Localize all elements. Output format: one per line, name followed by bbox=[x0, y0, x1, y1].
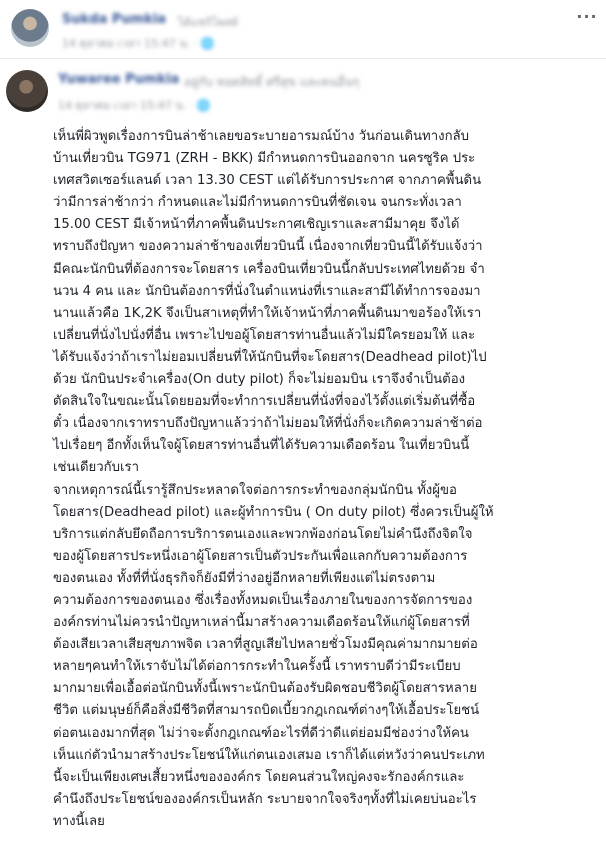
shared-post-header bbox=[0, 0, 606, 56]
post-paragraph-1: เห็นพี่ผิวพูดเรื่องการบินล่าช้าเลยขอระบายอารมณ์บ้าง วันก่อนเดินทางกลับ บ้านเที่ยวบิน TG971 (ZRH - BKK) มีกำหนดการบินออกจาก นครซูริค ประ เทศสวิตเซอร์แลนด์ เวลา 13.30 CEST แต่ได้รับการประกาศ จากภาคพื้นดิน ว่ามีการล่าช้ากว่า กำหนดและไม่มีกำหนดการบินที่ชัดเจน จนกระทั่งเวลา 15.00 CEST มีเจ้าหน้าที่ภาคพื้นดินประกาศเชิญเราและสามีมาคุย จึงได้ ทราบถึงปัญหา ของความล่าช้าของเที่ยวบินนี้ เนื่องจากเที่ยวบินนี้ได้รับแจ้งว่า มีคณะนักบินที่ต้องการจะโดยสาร เครื่องบินเที่ยวบินนี้กลับประเทศไทยด้วย จำ นวน 4 คน และ นักบินต้องการที่นั่งในตำแหน่งที่เราและสามีได้ทำการจองมา นานแล้วคือ 1K,2K จึงเป็นสาเหตุที่ทำให้เจ้าหน้าที่ภาคพื้นดินมาขอร้องให้เรา เปลี่ยนที่นั่งไปนั่งที่อื่น เพราะไปขอผู้โดยสารท่านอื่นแล้วไม่มีใครยอมให้ และ ได้รับแจ้งว่าถ้าเราไม่ยอมเปลี่ยนที่ให้นักบินที่จะโดยสาร(Deadhead pilot)ไป ด้วย นักบินประจำเครื่อง(On duty pilot) ก็จะไม่ยอมบิน เราจึงจำเป็นต้อง ตัดสินใจในขณะนั้นโดยยอมที่จะทำการเปลี่ยนที่นั่งที่จองไว้ตั้งแต่เริ่มต้นที่ซื้อ ตั๋ว เนื่องจากเราทราบถึงปัญหาแล้วว่าถ้าไม่ยอมให้ที่นั่งก็จะเกิดความล่าช้าต่อ ไปเรื่อยๆ อีกทั้งเห็นใจผู้โดยสารท่านอื่นที่ได้รับความเดือดร้อน ในเที่ยวบินนี้ เช่นเดียวกับเรา bbox=[53, 129, 487, 476]
commenter-timestamp[interactable]: 14 ตุลาคม เวลา 15:47 น. · 🌐 bbox=[58, 99, 211, 112]
comment-header bbox=[0, 62, 606, 118]
poster-action: ได้แชร์โพสต์ bbox=[178, 16, 239, 29]
post-paragraph-2: จากเหตุการณ์นี้เรารู้สึกประหลาดใจต่อการกระทำของกลุ่มนักบิน ทั้งผู้ขอ โดยสาร(Deadhead pilot) และผู้ทำการบิน ( On duty pilot) ซึ่งควรเป็นผู้ให้ บริการแต่กลับยึดถือการบริการตนเองและพวกพ้องก่อนโดยไม่คำนึงถึงจิตใจ ของผู้โดยสารประหนึ่งเอาผู้โดยสารเป็นตัวประกันเพื่อแลกกับความต้องการ ของตนเอง ทั้งที่ที่นั่งธุรกิจก็ยังมีที่ว่างอยู่อีกหลายที่เพียงแต่ไม่ตรงตาม ความต้องการของตนเอง ซึ่งเรื่องทั้งหมดเป็นเรื่องภายในของการจัดการของ องค์กรท่านไม่ควรนำปัญหาเหล่านี้มาสร้างความเดือดร้อนให้แก่ผู้โดยสารที่ ต้องเสียเวลาเสียสุขภาพจิต เวลาที่สูญเสียไปหลายชั่วโมงมีคุณค่ามากมายต่อ หลายๆคนทำให้เราจับไม่ได้ต่อการกระทำในครั้งนี้ เราทราบดีว่ามีระเบียบ มากมายเพื่อเอื้อต่อนักบินทั้งนี้เพราะนักบินต้องรับผิดชอบชีวิตผู้โดยสารหลาย ชีวิต แต่มนุษย์ก็คือสิ่งมีชีวิตที่สามารถบิดเบี้ยวกฎเกณฑ์ต่างๆให้เอื้อประโยชน์ ต่อตนเองมากที่สุด ไม่ว่าจะตั้งกฎเกณฑ์อะไรที่ดีว่าดีแต่ย่อมมีช่องว่างให้คน เห็นแก่ตัวนำมาสร้างประโยชน์ให้แก่ตนเองเสมอ เราก็ได้แต่หวังว่าคนประเภท นี้จะเป็นเพียงเศษเสี้ยวหนึ่งขององค์กร โดยคนส่วนใหญ่คงจะรักองค์กรและ คำนึงถึงประโยชน์ขององค์กรเป็นหลัก ระบายจากใจจริงๆทั้งที่ไม่เคยบ่นอะไร ทางนี้เลย bbox=[53, 482, 494, 829]
poster-name[interactable]: Sukda Pumkia bbox=[62, 12, 167, 27]
commenter-name[interactable]: Yuwaree Pumkia bbox=[58, 72, 180, 87]
poster-timestamp[interactable]: 14 ตุลาคม เวลา 15:47 น. · 🌐 bbox=[62, 37, 215, 50]
commenter-extra: อยู่กับ ทอดสิทธิ์ ศรีสุข และคนอื่นๆ bbox=[184, 75, 360, 89]
more-options-icon[interactable]: ··· bbox=[576, 7, 598, 26]
post-body bbox=[53, 126, 601, 833]
header-divider bbox=[0, 58, 606, 59]
poster-avatar[interactable] bbox=[11, 9, 49, 47]
commenter-avatar[interactable] bbox=[6, 70, 48, 112]
